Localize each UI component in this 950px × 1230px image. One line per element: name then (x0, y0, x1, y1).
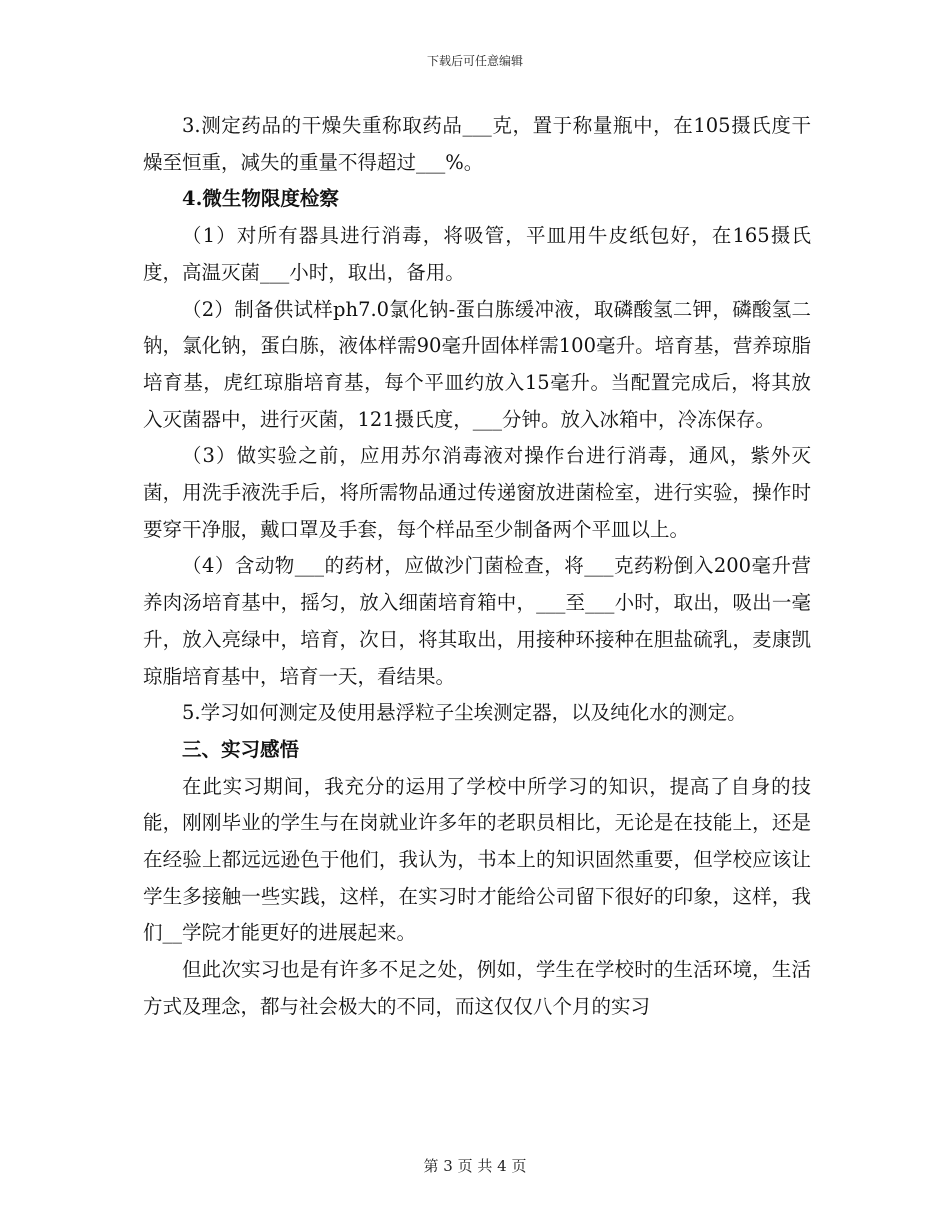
section-heading-microbial: 4.微生物限度检察 (182, 187, 339, 211)
section-heading-reflection: 三、实习感悟 (182, 737, 300, 761)
paragraph-step-3: （3）做实验之前，应用苏尔消毒液对操作台进行消毒，通风，紫外灭菌，用洗手液洗手后，将所需物品通过传递窗放进菌检室，进行实验，操作时要穿干净服，戴口罩及手套，每个样品至少制备两个平皿以上。 (143, 444, 811, 541)
paragraph-step-4: （4）含动物___的药材，应做沙门菌检查，将___克药粉倒入200毫升营养肉汤培育基中，摇匀，放入细菌培育箱中，___至___小时，取出，吸出一毫升，放入亮绿中，培育，次日，将其取出，用接种环接种在胆盐硫乳，麦康凯琼脂培育基中，培育一天，看结果。 (143, 554, 811, 688)
page-footer: 第 3 页 共 4 页 (423, 1157, 527, 1175)
paragraph-drying-loss: 3.测定药品的干燥失重称取药品___克，置于称量瓶中，在105摄氏度干燥至恒重，减失的重量不得超过___%。 (143, 114, 811, 174)
document-body (143, 108, 811, 1026)
paragraph-reflection-2: 但此次实习也是有许多不足之处，例如，学生在学校时的生活环境，生活方式及理念，都与社会极大的不同，而这仅仅八个月的实习 (143, 958, 811, 1018)
paragraph-reflection-1: 在此实习期间，我充分的运用了学校中所学习的知识，提高了自身的技能，刚刚毕业的学生与在岗就业许多年的老职员相比，无论是在技能上，还是在经验上都远远逊色于他们，我认为，书本上的知识固然重要，但学校应该让学生多接触一些实践，这样，在实习时才能给公司留下很好的印象，这样，我们__学院才能更好的进展起来。 (143, 774, 811, 945)
paragraph-step-1: （1）对所有器具进行消毒，将吸管，平皿用牛皮纸包好，在165摄氏度，高温灭菌___小时，取出，备用。 (143, 224, 811, 284)
paragraph-item-5: 5.学习如何测定及使用悬浮粒子尘埃测定器，以及纯化水的测定。 (182, 701, 747, 725)
page-header: 下载后可任意编辑 (426, 54, 523, 68)
paragraph-step-2: （2）制备供试样ph7.0氯化钠-蛋白胨缓冲液，取磷酸氢二钾，磷酸氢二钠，氯化钠，蛋白胨，液体样需90毫升固体样需100毫升。培育基，营养琼脂培育基，虎红琼脂培育基，每个平皿约放入15毫升。当配置完成后，将其放入灭菌器中，进行灭菌，121摄氏度，___分钟。放入冰箱中，冷冻保存。 (143, 297, 811, 431)
